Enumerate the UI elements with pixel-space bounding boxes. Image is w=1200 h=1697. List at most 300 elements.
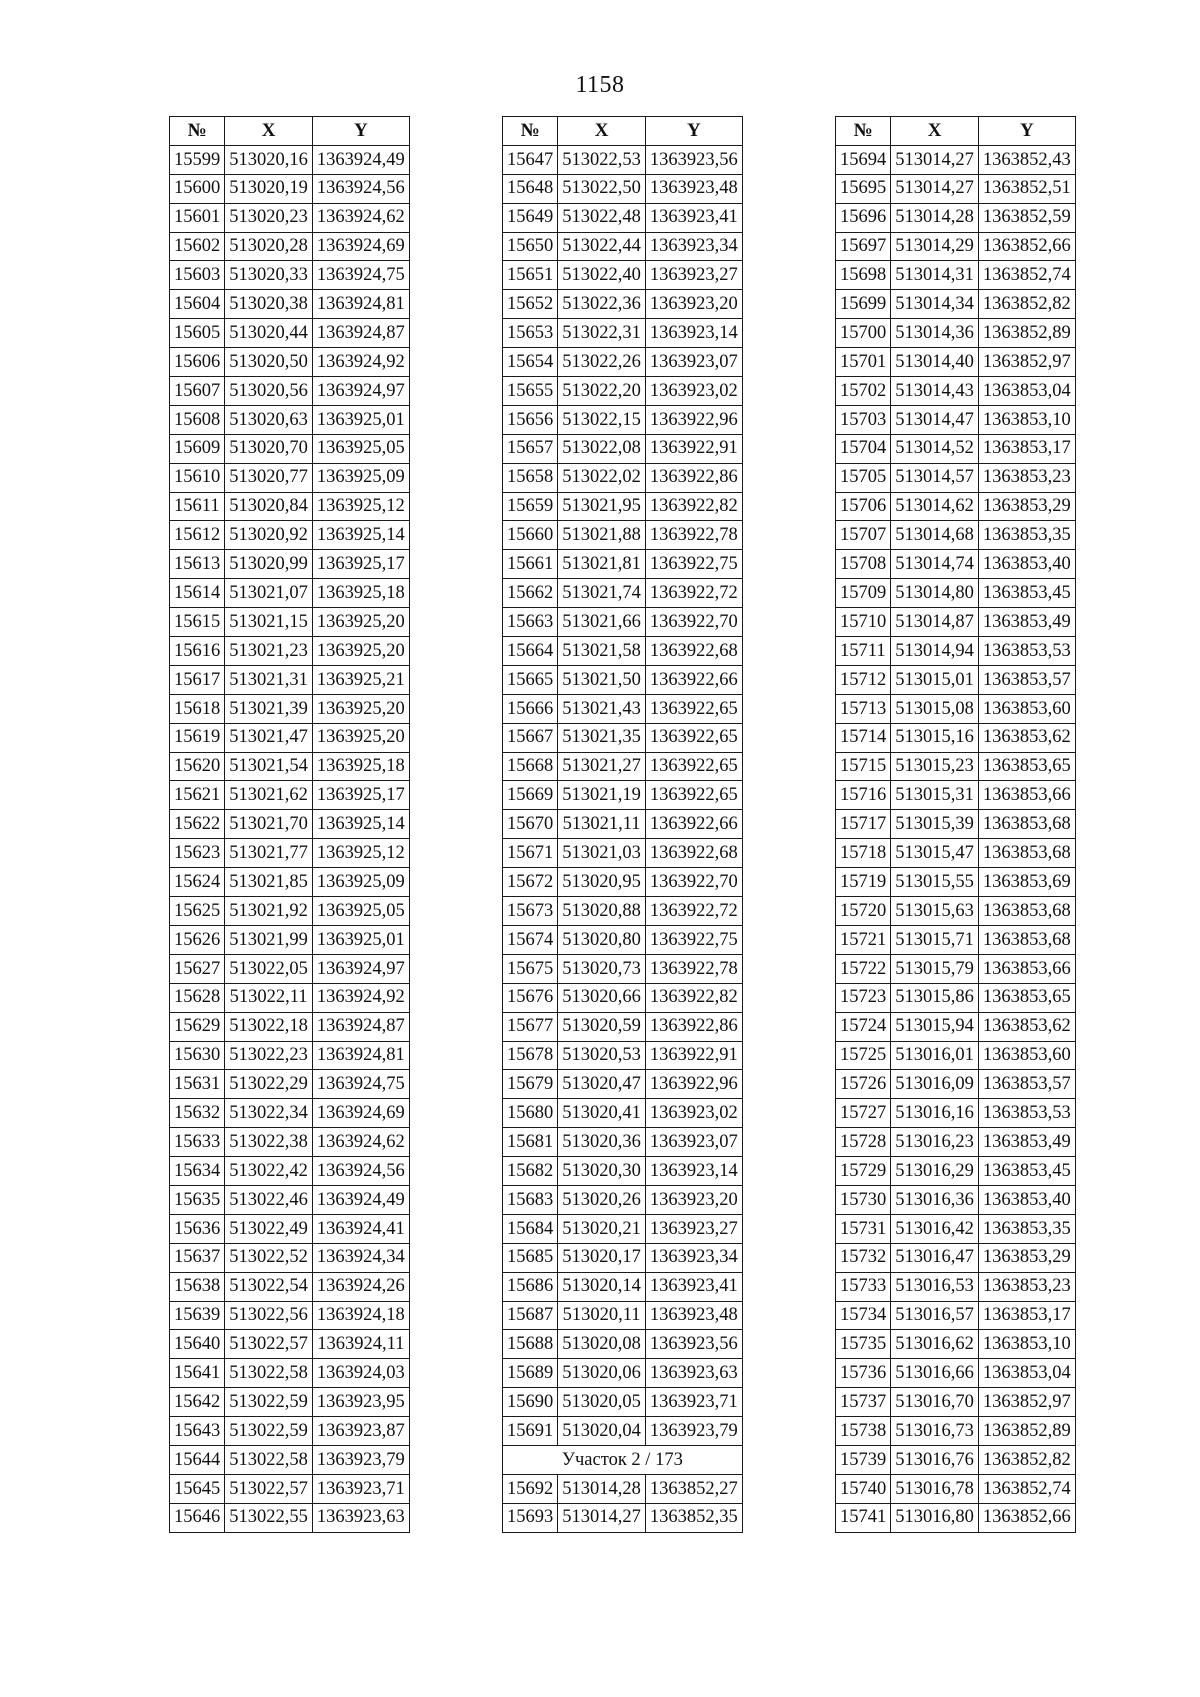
y-cell: 1363924,97 [312, 954, 409, 983]
x-cell: 513020,47 [558, 1070, 646, 1099]
table-row [170, 579, 410, 608]
y-cell: 1363922,96 [645, 405, 742, 434]
number-cell: 15711 [836, 637, 891, 666]
x-cell: 513020,56 [225, 377, 313, 406]
y-cell: 1363853,65 [978, 983, 1075, 1012]
table-row [503, 463, 743, 492]
table-row [503, 232, 743, 261]
table-row [170, 983, 410, 1012]
x-cell: 513020,33 [225, 261, 313, 290]
number-cell: 15741 [836, 1503, 891, 1532]
table-row [170, 1503, 410, 1532]
x-cell: 513014,40 [891, 348, 979, 377]
x-cell: 513015,39 [891, 810, 979, 839]
x-cell: 513022,49 [225, 1214, 313, 1243]
y-cell: 1363853,04 [978, 1359, 1075, 1388]
table-row [170, 1185, 410, 1214]
number-cell: 15740 [836, 1474, 891, 1503]
table-row [503, 810, 743, 839]
table-row [503, 550, 743, 579]
y-cell: 1363852,74 [978, 261, 1075, 290]
y-cell: 1363922,86 [645, 1012, 742, 1041]
header-number: № [503, 117, 558, 146]
y-cell: 1363853,57 [978, 1070, 1075, 1099]
table-row [503, 1157, 743, 1186]
table-row [170, 1388, 410, 1417]
y-cell: 1363923,79 [645, 1417, 742, 1446]
number-cell: 15674 [503, 925, 558, 954]
table-row [170, 1272, 410, 1301]
table-row [170, 1214, 410, 1243]
x-cell: 513020,16 [225, 145, 313, 174]
table-row [836, 810, 1076, 839]
number-cell: 15731 [836, 1214, 891, 1243]
y-cell: 1363922,72 [645, 897, 742, 926]
number-cell: 15668 [503, 752, 558, 781]
y-cell: 1363853,53 [978, 1099, 1075, 1128]
y-cell: 1363922,66 [645, 810, 742, 839]
y-cell: 1363853,40 [978, 550, 1075, 579]
y-cell: 1363923,71 [645, 1388, 742, 1417]
table-row [170, 1157, 410, 1186]
x-cell: 513021,92 [225, 897, 313, 926]
x-cell: 513020,95 [558, 868, 646, 897]
table-row [503, 434, 743, 463]
number-cell: 15601 [170, 203, 225, 232]
number-cell: 15705 [836, 463, 891, 492]
number-cell: 15608 [170, 405, 225, 434]
y-cell: 1363853,17 [978, 434, 1075, 463]
x-cell: 513020,21 [558, 1214, 646, 1243]
y-cell: 1363852,82 [978, 290, 1075, 319]
x-cell: 513020,44 [225, 319, 313, 348]
y-cell: 1363852,59 [978, 203, 1075, 232]
y-cell: 1363923,07 [645, 348, 742, 377]
y-cell: 1363853,65 [978, 752, 1075, 781]
x-cell: 513015,23 [891, 752, 979, 781]
y-cell: 1363922,78 [645, 954, 742, 983]
x-cell: 513014,43 [891, 377, 979, 406]
x-cell: 513022,29 [225, 1070, 313, 1099]
x-cell: 513022,59 [225, 1388, 313, 1417]
x-cell: 513015,31 [891, 781, 979, 810]
x-cell: 513014,28 [558, 1474, 646, 1503]
x-cell: 513015,08 [891, 694, 979, 723]
table-row [170, 897, 410, 926]
number-cell: 15722 [836, 954, 891, 983]
table-row [503, 665, 743, 694]
y-cell: 1363923,34 [645, 232, 742, 261]
number-cell: 15737 [836, 1388, 891, 1417]
x-cell: 513022,58 [225, 1445, 313, 1474]
table-row [836, 319, 1076, 348]
y-cell: 1363924,62 [312, 1128, 409, 1157]
y-cell: 1363924,75 [312, 1070, 409, 1099]
x-cell: 513020,53 [558, 1041, 646, 1070]
table-row [836, 954, 1076, 983]
y-cell: 1363925,09 [312, 463, 409, 492]
y-cell: 1363923,63 [645, 1359, 742, 1388]
number-cell: 15682 [503, 1157, 558, 1186]
x-cell: 513015,79 [891, 954, 979, 983]
table-row [503, 925, 743, 954]
number-cell: 15667 [503, 723, 558, 752]
x-cell: 513020,30 [558, 1157, 646, 1186]
table-row [503, 1330, 743, 1359]
number-cell: 15647 [503, 145, 558, 174]
y-cell: 1363925,21 [312, 665, 409, 694]
table-row [836, 1445, 1076, 1474]
y-cell: 1363853,49 [978, 1128, 1075, 1157]
y-cell: 1363925,18 [312, 579, 409, 608]
y-cell: 1363922,70 [645, 608, 742, 637]
table-row [836, 1041, 1076, 1070]
table-row [170, 608, 410, 637]
y-cell: 1363922,78 [645, 521, 742, 550]
number-cell: 15612 [170, 521, 225, 550]
number-cell: 15632 [170, 1099, 225, 1128]
table-row [503, 145, 743, 174]
number-cell: 15636 [170, 1214, 225, 1243]
number-cell: 15720 [836, 897, 891, 926]
x-cell: 513020,50 [225, 348, 313, 377]
x-cell: 513014,68 [891, 521, 979, 550]
table-row [503, 1099, 743, 1128]
y-cell: 1363853,68 [978, 810, 1075, 839]
x-cell: 513015,01 [891, 665, 979, 694]
x-cell: 513020,59 [558, 1012, 646, 1041]
x-cell: 513015,16 [891, 723, 979, 752]
x-cell: 513021,50 [558, 665, 646, 694]
number-cell: 15707 [836, 521, 891, 550]
x-cell: 513020,63 [225, 405, 313, 434]
y-cell: 1363853,60 [978, 694, 1075, 723]
number-cell: 15738 [836, 1417, 891, 1446]
x-cell: 513021,43 [558, 694, 646, 723]
y-cell: 1363922,68 [645, 839, 742, 868]
number-cell: 15719 [836, 868, 891, 897]
x-cell: 513016,23 [891, 1128, 979, 1157]
x-cell: 513021,07 [225, 579, 313, 608]
y-cell: 1363924,26 [312, 1272, 409, 1301]
number-cell: 15628 [170, 983, 225, 1012]
x-cell: 513020,14 [558, 1272, 646, 1301]
number-cell: 15617 [170, 665, 225, 694]
x-cell: 513021,95 [558, 492, 646, 521]
header-x: X [891, 117, 979, 146]
x-cell: 513021,54 [225, 752, 313, 781]
x-cell: 513020,36 [558, 1128, 646, 1157]
number-cell: 15685 [503, 1243, 558, 1272]
table-row [836, 1272, 1076, 1301]
number-cell: 15664 [503, 637, 558, 666]
table-row [170, 203, 410, 232]
y-cell: 1363852,74 [978, 1474, 1075, 1503]
table-row [170, 665, 410, 694]
x-cell: 513021,03 [558, 839, 646, 868]
header-row [503, 117, 743, 146]
number-cell: 15700 [836, 319, 891, 348]
y-cell: 1363925,20 [312, 637, 409, 666]
number-cell: 15714 [836, 723, 891, 752]
table-row [170, 405, 410, 434]
number-cell: 15642 [170, 1388, 225, 1417]
x-cell: 513016,76 [891, 1445, 979, 1474]
y-cell: 1363852,35 [645, 1503, 742, 1532]
x-cell: 513020,23 [225, 203, 313, 232]
number-cell: 15615 [170, 608, 225, 637]
table-row [170, 492, 410, 521]
x-cell: 513021,85 [225, 868, 313, 897]
table-row [503, 348, 743, 377]
x-cell: 513021,99 [225, 925, 313, 954]
y-cell: 1363853,60 [978, 1041, 1075, 1070]
y-cell: 1363924,62 [312, 203, 409, 232]
table-row [836, 1388, 1076, 1417]
number-cell: 15662 [503, 579, 558, 608]
table-row [836, 203, 1076, 232]
table-row [503, 752, 743, 781]
x-cell: 513022,57 [225, 1330, 313, 1359]
number-cell: 15689 [503, 1359, 558, 1388]
table-row [836, 868, 1076, 897]
number-cell: 15690 [503, 1388, 558, 1417]
number-cell: 15675 [503, 954, 558, 983]
table-row [170, 694, 410, 723]
table-row [170, 1301, 410, 1330]
x-cell: 513022,02 [558, 463, 646, 492]
table-row [503, 261, 743, 290]
y-cell: 1363923,56 [645, 145, 742, 174]
number-cell: 15702 [836, 377, 891, 406]
table-row [836, 521, 1076, 550]
x-cell: 513016,66 [891, 1359, 979, 1388]
y-cell: 1363925,01 [312, 405, 409, 434]
number-cell: 15733 [836, 1272, 891, 1301]
table-row [503, 579, 743, 608]
y-cell: 1363924,87 [312, 319, 409, 348]
y-cell: 1363925,20 [312, 608, 409, 637]
number-cell: 15649 [503, 203, 558, 232]
x-cell: 513014,74 [891, 550, 979, 579]
table-row [170, 1099, 410, 1128]
y-cell: 1363924,69 [312, 1099, 409, 1128]
x-cell: 513016,70 [891, 1388, 979, 1417]
y-cell: 1363924,03 [312, 1359, 409, 1388]
x-cell: 513020,88 [558, 897, 646, 926]
table-row [836, 694, 1076, 723]
header-y: Y [645, 117, 742, 146]
number-cell: 15655 [503, 377, 558, 406]
y-cell: 1363924,34 [312, 1243, 409, 1272]
y-cell: 1363925,18 [312, 752, 409, 781]
y-cell: 1363925,14 [312, 521, 409, 550]
x-cell: 513022,44 [558, 232, 646, 261]
number-cell: 15613 [170, 550, 225, 579]
y-cell: 1363853,53 [978, 637, 1075, 666]
table-row [836, 1417, 1076, 1446]
y-cell: 1363853,68 [978, 897, 1075, 926]
number-cell: 15625 [170, 897, 225, 926]
number-cell: 15665 [503, 665, 558, 694]
number-cell: 15679 [503, 1070, 558, 1099]
table-row [836, 781, 1076, 810]
y-cell: 1363923,95 [312, 1388, 409, 1417]
x-cell: 513020,70 [225, 434, 313, 463]
x-cell: 513022,20 [558, 377, 646, 406]
y-cell: 1363923,34 [645, 1243, 742, 1272]
table-row [836, 261, 1076, 290]
table-row [836, 665, 1076, 694]
x-cell: 513015,71 [891, 925, 979, 954]
table-row [836, 492, 1076, 521]
table-row [503, 608, 743, 637]
table-row [836, 723, 1076, 752]
table-row [836, 925, 1076, 954]
number-cell: 15718 [836, 839, 891, 868]
y-cell: 1363925,12 [312, 839, 409, 868]
table-row [503, 1388, 743, 1417]
x-cell: 513016,29 [891, 1157, 979, 1186]
x-cell: 513020,38 [225, 290, 313, 319]
table-row [836, 1128, 1076, 1157]
y-cell: 1363853,69 [978, 868, 1075, 897]
x-cell: 513022,53 [558, 145, 646, 174]
table-row [503, 897, 743, 926]
table-row [503, 1474, 743, 1503]
table-row [170, 1128, 410, 1157]
number-cell: 15599 [170, 145, 225, 174]
number-cell: 15717 [836, 810, 891, 839]
header-y: Y [312, 117, 409, 146]
y-cell: 1363924,11 [312, 1330, 409, 1359]
number-cell: 15704 [836, 434, 891, 463]
number-cell: 15631 [170, 1070, 225, 1099]
number-cell: 15611 [170, 492, 225, 521]
table-row [170, 1070, 410, 1099]
number-cell: 15622 [170, 810, 225, 839]
y-cell: 1363922,65 [645, 781, 742, 810]
x-cell: 513020,66 [558, 983, 646, 1012]
table-row [503, 1012, 743, 1041]
y-cell: 1363924,97 [312, 377, 409, 406]
header-row [836, 117, 1076, 146]
number-cell: 15686 [503, 1272, 558, 1301]
number-cell: 15648 [503, 174, 558, 203]
x-cell: 513022,48 [558, 203, 646, 232]
x-cell: 513014,28 [891, 203, 979, 232]
x-cell: 513022,56 [225, 1301, 313, 1330]
number-cell: 15703 [836, 405, 891, 434]
number-cell: 15692 [503, 1474, 558, 1503]
number-cell: 15606 [170, 348, 225, 377]
y-cell: 1363853,29 [978, 492, 1075, 521]
table-row [503, 492, 743, 521]
table-row [503, 1359, 743, 1388]
x-cell: 513021,81 [558, 550, 646, 579]
y-cell: 1363922,86 [645, 463, 742, 492]
y-cell: 1363853,29 [978, 1243, 1075, 1272]
x-cell: 513021,66 [558, 608, 646, 637]
number-cell: 15698 [836, 261, 891, 290]
table-row [836, 550, 1076, 579]
header-x: X [225, 117, 313, 146]
x-cell: 513021,39 [225, 694, 313, 723]
table-row [836, 1214, 1076, 1243]
y-cell: 1363853,45 [978, 579, 1075, 608]
table-row [170, 637, 410, 666]
number-cell: 15727 [836, 1099, 891, 1128]
table-row [836, 290, 1076, 319]
table-row [836, 897, 1076, 926]
y-cell: 1363853,57 [978, 665, 1075, 694]
header-number: № [836, 117, 891, 146]
x-cell: 513016,80 [891, 1503, 979, 1532]
y-cell: 1363922,75 [645, 925, 742, 954]
number-cell: 15643 [170, 1417, 225, 1446]
number-cell: 15691 [503, 1417, 558, 1446]
number-cell: 15660 [503, 521, 558, 550]
y-cell: 1363853,23 [978, 1272, 1075, 1301]
x-cell: 513022,42 [225, 1157, 313, 1186]
y-cell: 1363852,97 [978, 1388, 1075, 1417]
x-cell: 513022,55 [225, 1503, 313, 1532]
number-cell: 15624 [170, 868, 225, 897]
table-row [503, 174, 743, 203]
x-cell: 513015,94 [891, 1012, 979, 1041]
x-cell: 513016,09 [891, 1070, 979, 1099]
y-cell: 1363853,49 [978, 608, 1075, 637]
table-row [170, 550, 410, 579]
number-cell: 15681 [503, 1128, 558, 1157]
section-row [503, 1445, 743, 1474]
number-cell: 15678 [503, 1041, 558, 1070]
table-row [503, 723, 743, 752]
number-cell: 15723 [836, 983, 891, 1012]
x-cell: 513022,59 [225, 1417, 313, 1446]
y-cell: 1363923,20 [645, 1185, 742, 1214]
x-cell: 513020,77 [225, 463, 313, 492]
number-cell: 15627 [170, 954, 225, 983]
x-cell: 513021,19 [558, 781, 646, 810]
number-cell: 15696 [836, 203, 891, 232]
number-cell: 15619 [170, 723, 225, 752]
number-cell: 15706 [836, 492, 891, 521]
y-cell: 1363852,51 [978, 174, 1075, 203]
table-row [170, 954, 410, 983]
table-row [170, 319, 410, 348]
x-cell: 513014,29 [891, 232, 979, 261]
table-row [503, 1070, 743, 1099]
x-cell: 513016,42 [891, 1214, 979, 1243]
y-cell: 1363852,27 [645, 1474, 742, 1503]
table-row [836, 463, 1076, 492]
x-cell: 513020,80 [558, 925, 646, 954]
x-cell: 513020,06 [558, 1359, 646, 1388]
y-cell: 1363923,63 [312, 1503, 409, 1532]
number-cell: 15659 [503, 492, 558, 521]
y-cell: 1363922,70 [645, 868, 742, 897]
coordinate-table-1 [169, 116, 410, 1533]
number-cell: 15693 [503, 1503, 558, 1532]
table-row [503, 954, 743, 983]
table-row [503, 781, 743, 810]
number-cell: 15635 [170, 1185, 225, 1214]
number-cell: 15708 [836, 550, 891, 579]
y-cell: 1363853,23 [978, 463, 1075, 492]
x-cell: 513015,55 [891, 868, 979, 897]
number-cell: 15650 [503, 232, 558, 261]
